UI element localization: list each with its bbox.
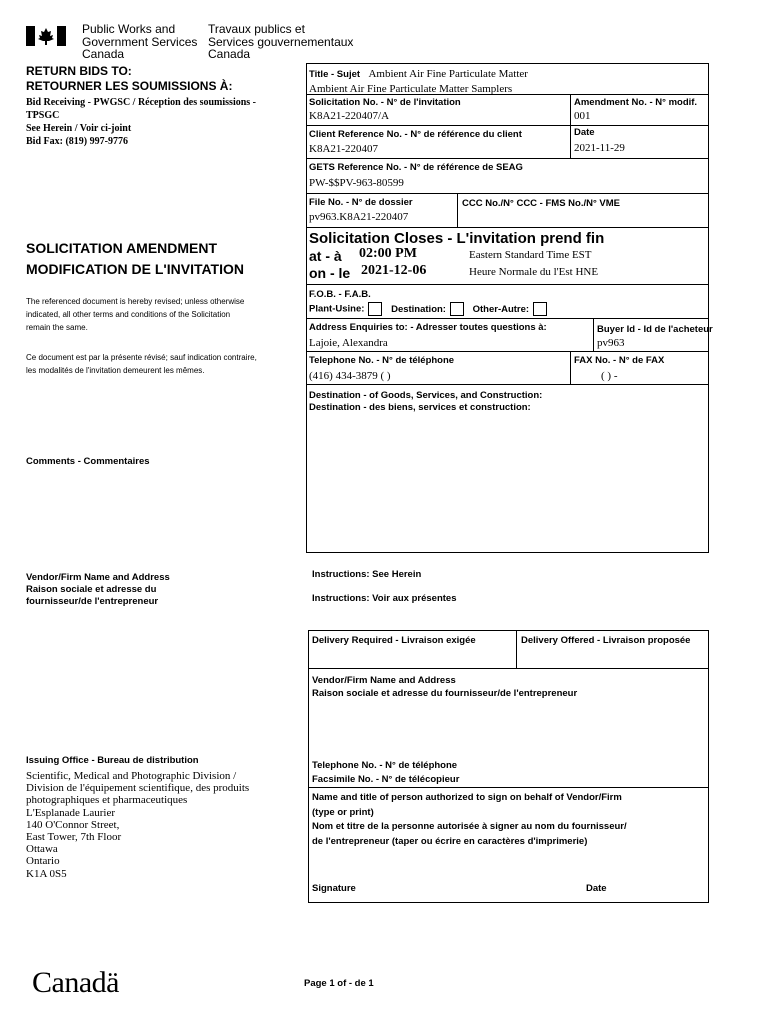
address-enquiries-label: Address Enquiries to: - Adresser toutes questions à:	[309, 322, 547, 333]
divider	[457, 193, 458, 227]
government-flag-logo	[26, 26, 66, 46]
return-bids-address	[26, 96, 256, 148]
issuing-office-address	[26, 770, 249, 880]
amendment-title-en: SOLICITATION AMENDMENT	[26, 240, 218, 256]
destination-option-label: Destination:	[391, 303, 446, 315]
issuing-office-line: Scientific, Medical and Photographic Division /	[26, 770, 237, 782]
plant-checkbox[interactable]	[368, 302, 382, 316]
gets-reference-value: PW-$$PV-963-80599	[309, 177, 404, 189]
fax-label: FAX No. - N° de FAX	[574, 355, 665, 366]
solicitation-label: Solicitation No. - N° de l'invitation	[309, 97, 461, 108]
return-bids-line: Bid Receiving - PWGSC / Réception des soumissions -	[26, 97, 257, 108]
vendor-contact-field	[312, 759, 459, 787]
comments-label: Comments - Commentaires	[26, 456, 150, 467]
authorized-signer-field	[312, 791, 627, 849]
divider	[306, 318, 709, 319]
delivery-offered-label: Delivery Offered - Livraison proposée	[521, 635, 691, 646]
signer-label-fr: Nom et titre de la personne autorisée à signer au nom du fournisseur/	[312, 821, 627, 832]
divider	[308, 787, 709, 788]
destination-goods-en: Destination - of Goods, Services, and Construction:	[309, 390, 543, 401]
destination-checkbox[interactable]	[450, 302, 464, 316]
fax-value: ( ) -	[601, 370, 618, 382]
divider	[306, 227, 709, 228]
amendment-no-label: Amendment No. - N° modif.	[574, 97, 698, 108]
client-reference-value: K8A21-220407	[309, 143, 379, 155]
issuing-office-line: East Tower, 7th Floor	[26, 831, 122, 844]
dept-fr-line: Travaux publics et	[208, 22, 305, 36]
return-bids-title	[26, 64, 232, 94]
issuing-office-line: K1A 0S5	[26, 867, 67, 880]
ccc-number-label: CCC No./N° CCC - FMS No./N° VME	[462, 198, 621, 209]
fob-options	[309, 302, 547, 316]
title-field	[309, 66, 528, 96]
signature-label: Signature	[312, 883, 356, 894]
other-option-label: Other-Autre:	[472, 303, 530, 315]
divider	[516, 630, 517, 668]
buyer-id-label: Buyer Id - Id de l'acheteur	[597, 324, 713, 335]
return-bids-title-en: RETURN BIDS TO:	[26, 64, 132, 78]
closing-date-value: 2021-12-06	[361, 263, 427, 278]
divider	[308, 668, 709, 669]
note-line: The referenced document is hereby revised; unless otherwise	[26, 297, 245, 306]
vendor-name-en: Vendor/Firm Name and Address	[312, 675, 456, 686]
amendment-note-french	[26, 351, 257, 377]
issuing-office-label: Issuing Office - Bureau de distribution	[26, 755, 199, 766]
return-bids-line: See Herein / Voir ci-joint	[26, 123, 132, 134]
divider	[306, 94, 709, 95]
page-number: Page 1 of - de 1	[304, 978, 374, 989]
note-line: les modalités de l'invitation demeurent les mêmes.	[26, 366, 205, 375]
vendor-label-fr: Raison sociale et adresse du	[26, 584, 157, 595]
issuing-office-line: Division de l'équipement scientifique, des produits	[26, 782, 250, 795]
vendor-name-address-field	[312, 674, 577, 700]
return-bids-line: TPSGC	[26, 110, 60, 121]
title-value-secondary: Ambient Air Fine Particulate Matter Samplers	[309, 83, 513, 95]
department-name-english	[82, 23, 197, 61]
dept-en-line: Government Services	[82, 34, 198, 49]
solicitation-value: K8A21-220407/A	[309, 110, 390, 122]
signer-label-en-2: (type or print)	[312, 806, 374, 818]
divider	[306, 351, 709, 352]
amendment-title	[26, 238, 244, 280]
divider	[306, 384, 709, 385]
date-value: 2021-11-29	[574, 142, 625, 154]
department-name-french	[208, 23, 353, 61]
vendor-label-en: Vendor/Firm Name and Address	[26, 572, 170, 583]
issuing-office-line: 140 O'Connor Street,	[26, 818, 120, 831]
solicitation-closes-title: Solicitation Closes - L'invitation prend fin	[309, 230, 605, 247]
closing-time-value: 02:00 PM	[359, 246, 417, 261]
return-bids-title-fr: RETOURNER LES SOUMISSIONS À:	[26, 79, 233, 93]
amendment-note-english	[26, 295, 244, 334]
divider	[306, 125, 709, 126]
title-label: Title - Sujet	[309, 69, 361, 80]
divider	[570, 94, 571, 158]
return-bids-line: Bid Fax: (819) 997-9776	[26, 136, 128, 147]
title-value: Ambient Air Fine Particulate Matter	[368, 68, 528, 80]
closing-date-label: on - le	[309, 265, 351, 281]
divider	[593, 318, 594, 351]
instructions-french: Instructions: Voir aux présentes	[312, 593, 457, 604]
destination-goods	[309, 390, 542, 414]
vendor-facsimile-label: Facsimile No. - N° de télécopieur	[312, 774, 460, 785]
signer-label-en: Name and title of person authorized to sign on behalf of Vendor/Firm	[312, 792, 622, 803]
note-line: Ce document est par la présente révisé; sauf indication contraire,	[26, 353, 257, 362]
buyer-id-value: pv963	[597, 337, 625, 349]
vendor-telephone-label: Telephone No. - N° de téléphone	[312, 760, 458, 771]
issuing-office-line: Ontario	[26, 855, 60, 868]
plant-label: Plant-Usine:	[309, 303, 365, 315]
vendor-label-fr: fournisseur/de l'entrepreneur	[26, 596, 159, 607]
dept-fr-line: Canada	[208, 47, 251, 61]
timezone-french: Heure Normale du l'Est HNE	[469, 266, 599, 278]
destination-goods-fr: Destination - des biens, services et construction:	[309, 402, 531, 413]
other-checkbox[interactable]	[533, 302, 547, 316]
canada-wordmark: Canadä	[32, 966, 119, 999]
address-enquiries-value: Lajoie, Alexandra	[309, 337, 388, 349]
date-label: Date	[574, 127, 595, 138]
dept-en-line: Canada	[82, 47, 125, 61]
divider	[306, 284, 709, 285]
dept-en-line: Public Works and	[82, 22, 176, 36]
divider	[306, 193, 709, 194]
signer-label-fr-2: de l'entrepreneur (taper ou écrire en caractères d'imprimerie)	[312, 835, 588, 847]
file-number-value: pv963.K8A21-220407	[309, 211, 409, 223]
file-number-label: File No. - N° de dossier	[309, 197, 413, 208]
amendment-no-value: 001	[574, 110, 591, 122]
fob-label: F.O.B. - F.A.B.	[309, 289, 371, 300]
issuing-office-line: L'Esplanade Laurier	[26, 806, 116, 819]
telephone-label: Telephone No. - N° de téléphone	[309, 355, 455, 366]
vendor-name-fr: Raison sociale et adresse du fournisseur/de l'entrepreneur	[312, 688, 578, 699]
divider	[570, 351, 571, 384]
issuing-office-line: photographiques et pharmaceutiques	[26, 794, 188, 807]
timezone-english: Eastern Standard Time EST	[469, 249, 592, 261]
closing-time-label: at - à	[309, 248, 342, 264]
divider	[306, 158, 709, 159]
dept-fr-line: Services gouvernementaux	[208, 34, 354, 49]
delivery-required-label: Delivery Required - Livraison exigée	[312, 635, 476, 646]
telephone-value: (416) 434-3879 ( )	[309, 370, 391, 382]
vendor-label	[26, 572, 170, 608]
instructions-english: Instructions: See Herein	[312, 569, 422, 580]
gets-reference-label: GETS Reference No. - N° de référence de SEAG	[309, 162, 523, 173]
note-line: indicated, all other terms and conditions of the Solicitation	[26, 310, 231, 319]
amendment-title-fr: MODIFICATION DE L'INVITATION	[26, 261, 244, 277]
issuing-office-line: Ottawa	[26, 843, 58, 856]
client-reference-label: Client Reference No. - N° de référence du client	[309, 129, 522, 140]
signature-date-label: Date	[586, 883, 607, 894]
note-line: remain the same.	[26, 323, 88, 332]
